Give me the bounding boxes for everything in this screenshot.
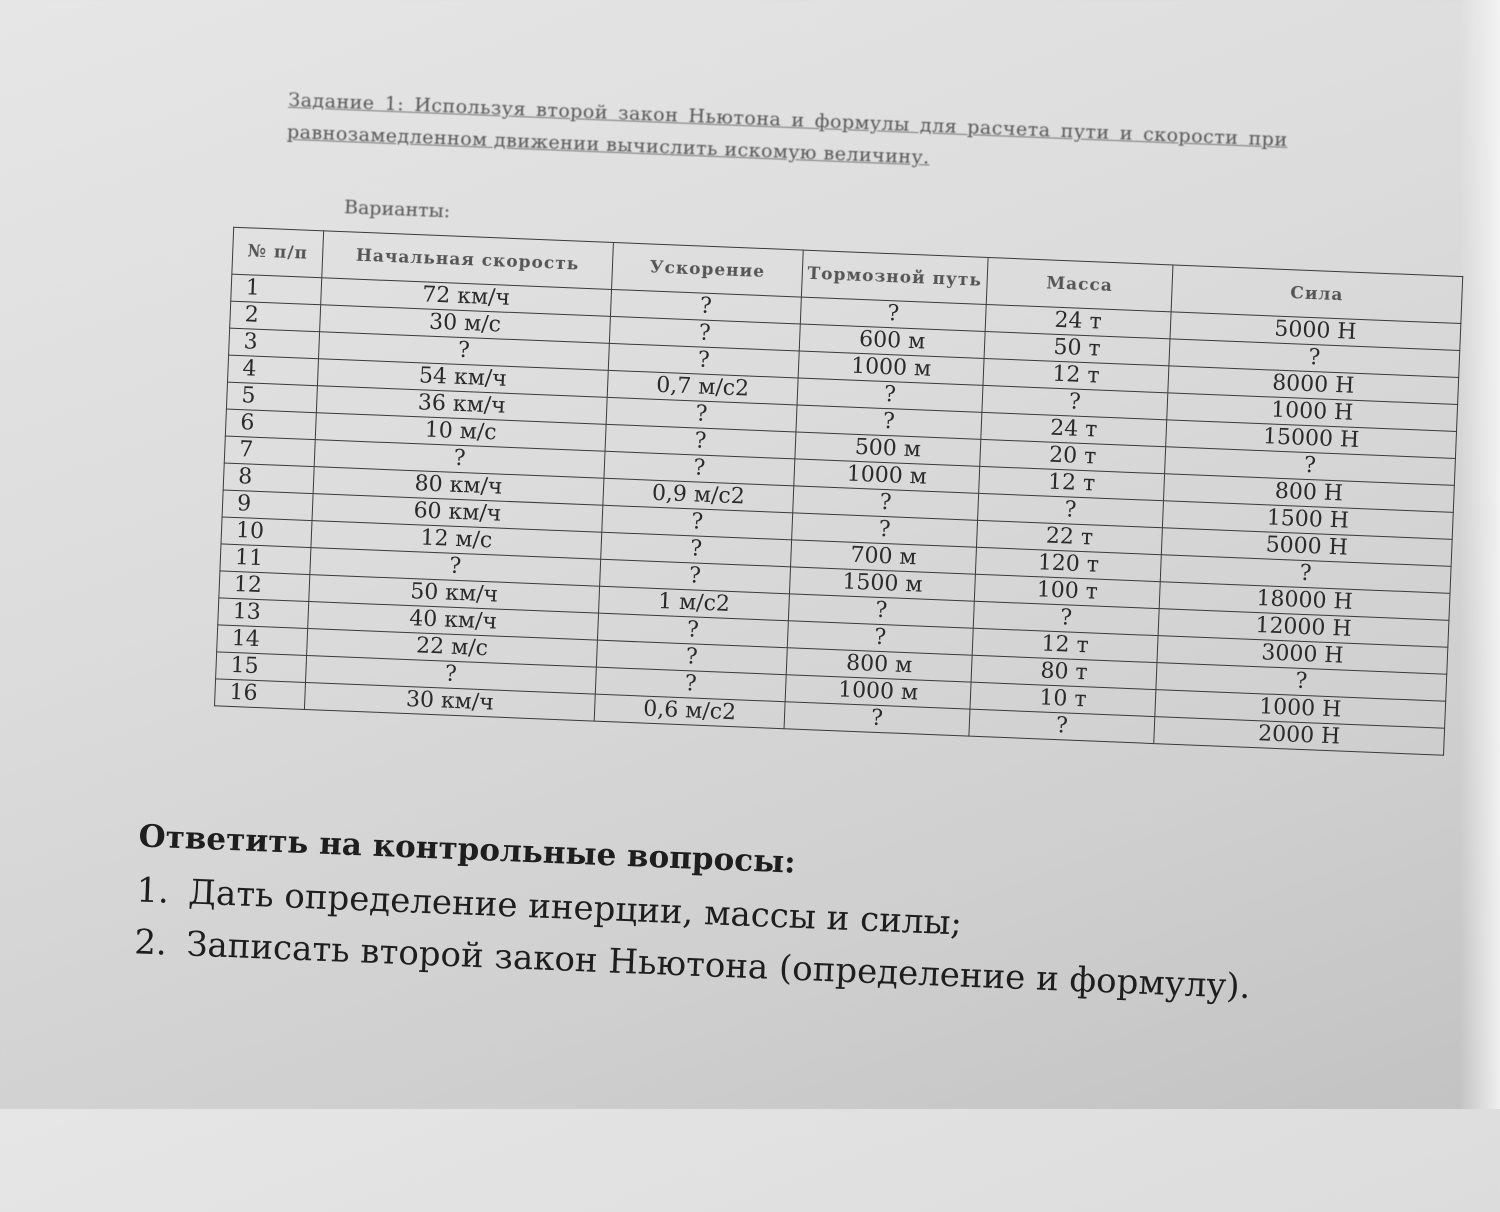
cell-mass: ? [969,709,1155,743]
header-number: № п/п [232,227,324,278]
cell-mass: ? [982,385,1168,419]
cell-number: 16 [214,679,305,710]
cell-force: 5000 Н [1161,528,1452,567]
cell-braking-distance: ? [796,405,982,439]
cell-braking-distance: ? [800,297,986,331]
cell-force: ? [1169,339,1460,378]
cell-braking-distance: ? [792,513,978,547]
cell-number: 5 [226,382,317,413]
cell-acceleration: ? [595,667,786,702]
header-braking-distance: Тормозной путь [801,250,988,304]
cell-force: 2000 Н [1154,717,1445,756]
cell-initial-speed: 36 км/ч [316,386,607,425]
cell-number: 13 [218,598,309,629]
cell-acceleration: ? [604,451,795,486]
header-mass: Масса [986,258,1173,312]
cell-braking-distance: 600 м [799,324,985,358]
cell-acceleration: ? [600,559,791,594]
cell-force: ? [1165,447,1456,486]
question-text: Дать определение инерции, массы и силы; [187,872,963,944]
cell-mass: ? [973,601,1159,635]
cell-acceleration: ? [610,289,801,324]
cell-mass: 22 т [976,520,1162,554]
questions-title: Ответить на контрольные вопросы: [137,818,797,881]
cell-initial-speed: 54 км/ч [317,359,608,398]
header-initial-speed: Начальная скорость [322,231,614,290]
cell-initial-speed: 50 км/ч [309,575,600,614]
cell-braking-distance: ? [793,486,979,520]
cell-force: 8000 Н [1168,366,1459,405]
cell-braking-distance: 500 м [795,432,981,466]
cell-mass: 12 т [972,628,1158,662]
cell-mass: 24 т [981,412,1167,446]
cell-initial-speed: ? [319,332,610,371]
cell-braking-distance: ? [797,378,983,412]
cell-number: 15 [216,652,307,683]
cell-acceleration: 1 м/с2 [599,586,790,621]
variants-table-wrap [214,227,1462,756]
cell-mass: 80 т [971,655,1157,689]
cell-braking-distance: 700 м [791,540,977,574]
cell-mass: ? [978,493,1164,527]
header-force: Сила [1171,265,1463,324]
cell-mass: 100 т [974,574,1160,608]
cell-acceleration: ? [605,424,796,459]
cell-force: 5000 Н [1170,312,1461,351]
cell-braking-distance: 1000 м [785,675,971,709]
cell-number: 14 [217,625,308,656]
cell-acceleration: 0,9 м/с2 [603,478,794,513]
cell-initial-speed: 30 м/с [320,305,611,344]
cell-initial-speed: 80 км/ч [313,467,604,506]
cell-initial-speed: ? [310,548,601,587]
variants-table [214,227,1463,756]
cell-force: ? [1156,663,1447,702]
cell-acceleration: 0,7 м/с2 [607,370,798,405]
cell-mass: 12 т [983,358,1169,392]
cell-braking-distance: ? [784,702,970,736]
cell-initial-speed: 12 м/с [311,521,602,560]
cell-initial-speed: 22 м/с [307,629,598,668]
cell-number: 4 [228,355,319,386]
cell-braking-distance: 1000 м [794,459,980,493]
cell-number: 8 [223,463,314,494]
cell-initial-speed: ? [314,440,605,479]
cell-number: 3 [229,328,320,359]
cell-initial-speed: 30 км/ч [304,682,595,721]
cell-number: 2 [230,301,321,332]
cell-mass: 120 т [975,547,1161,581]
task-text: Задание 1: Используя второй закон Ньютона и формулы для расчета пути и скорости при равнозамедленном движении вычислить искомую величину. [286,88,1289,169]
control-questions [133,818,1338,1022]
cell-initial-speed: 60 км/ч [312,494,603,533]
cell-initial-speed: 10 м/с [315,413,606,452]
cell-braking-distance: 1000 м [798,351,984,385]
cell-number: 11 [220,544,311,575]
cell-braking-distance: ? [787,621,973,655]
cell-initial-speed: 40 км/ч [308,602,599,641]
cell-acceleration: ? [606,397,797,432]
cell-mass: 24 т [985,304,1171,338]
cell-force: ? [1160,555,1451,594]
cell-force: 800 Н [1163,474,1454,513]
question-number: 1. [135,870,170,912]
cell-acceleration: ? [609,316,800,351]
cell-mass: 10 т [970,682,1156,716]
question-text: Записать второй закон Ньютона (определение и формулу). [185,924,1252,1008]
cell-braking-distance: ? [788,594,974,628]
cell-number: 10 [221,517,312,548]
cell-braking-distance: 800 м [786,648,972,682]
cell-initial-speed: ? [306,655,597,694]
cell-number: 1 [231,274,322,305]
cell-mass: 12 т [979,466,1165,500]
cell-braking-distance: 1500 м [789,567,975,601]
cell-initial-speed: 72 км/ч [321,278,612,317]
cell-acceleration: ? [597,613,788,648]
cell-acceleration: ? [601,532,792,567]
cell-mass: 20 т [980,439,1166,473]
cell-force: 15000 Н [1166,420,1457,459]
cell-number: 7 [224,436,315,467]
cell-number: 9 [222,490,313,521]
cell-acceleration: ? [602,505,793,540]
paper-sheet [26,55,1499,1212]
cell-mass: 50 т [984,331,1170,365]
cell-number: 12 [219,571,310,602]
cell-acceleration: 0,6 м/с2 [594,694,785,729]
cell-force: 1500 Н [1162,501,1453,540]
cell-force: 3000 Н [1157,636,1448,675]
cell-force: 18000 Н [1159,582,1450,621]
cell-force: 1000 Н [1155,690,1446,729]
header-acceleration: Ускорение [612,242,804,297]
cell-acceleration: ? [608,343,799,378]
table-body [214,274,1460,755]
variants-label: Варианты: [343,196,451,223]
cell-force: 12000 Н [1158,609,1449,648]
cell-acceleration: ? [596,640,787,675]
question-number: 2. [133,922,168,964]
cell-number: 6 [225,409,316,440]
cell-force: 1000 Н [1167,393,1458,432]
